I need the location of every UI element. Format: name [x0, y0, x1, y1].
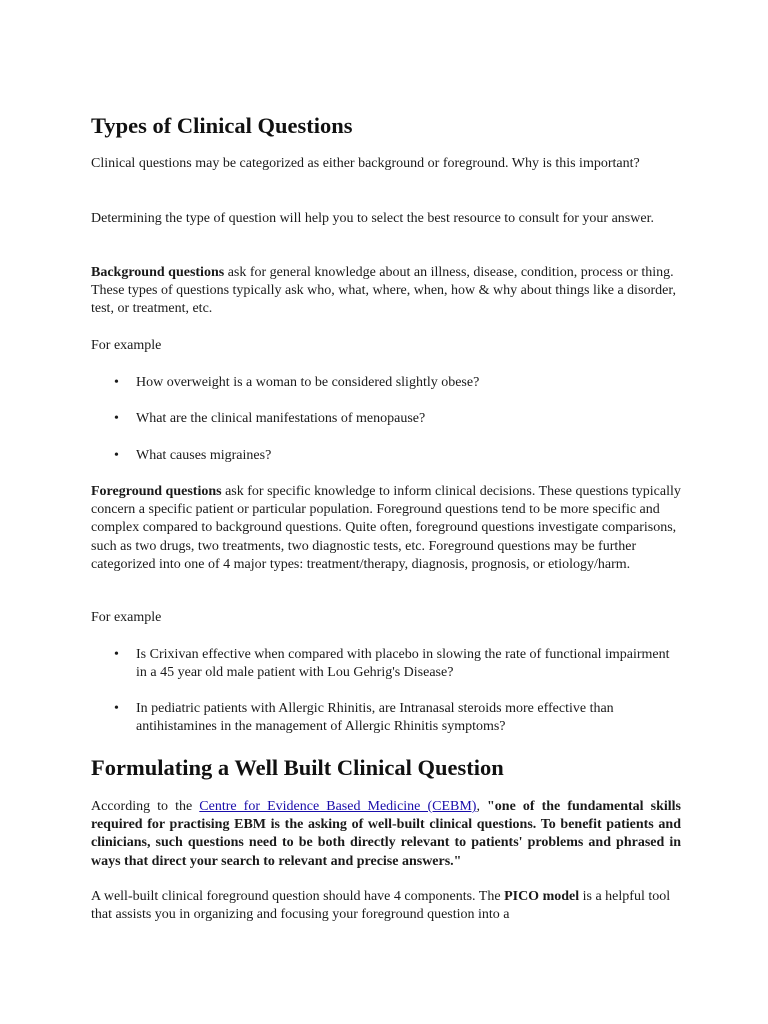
bullet-icon: •	[114, 647, 119, 662]
cebm-paragraph: According to the Centre for Evidence Based Medicine (CEBM), "one of the fundamental skills required for practising EBM is the asking of well-built clinical questions. To benefit patients and clinicians, such questions need to be both directly relevant to patients' problems and phrased in ways that direct your search to relevant and precise answers."	[91, 799, 681, 869]
cebm-quote: "one of the fundamental skills required for practising EBM is the asking of well-built clinical questions. To benefit patients and clinicians, such questions need to be both directly relevant to patients' problems and phrased in ways that direct your search to relevant and precise answers."	[91, 799, 681, 869]
section-heading-types: Types of Clinical Questions	[91, 113, 353, 138]
background-text: ask for general knowledge about an illness, disease, condition, process or thing. These types of questions typically ask who, what, where, when, how & why about things like a disorder, test, or treatment, etc.	[91, 265, 676, 317]
bullet-icon: •	[114, 448, 119, 463]
pico-term: PICO model	[504, 889, 580, 904]
list-item: • What causes migraines?	[136, 447, 681, 465]
list-item: • Is Crixivan effective when compared with placebo in slowing the rate of functional impairment in a 45 year old male patient with Lou Gehrig's Disease?	[114, 647, 670, 681]
determining-paragraph: Determining the type of question will help you to select the best resource to consult for your answer.	[91, 211, 654, 226]
foreground-paragraph	[91, 483, 681, 574]
list-item: • How overweight is a woman to be considered slightly obese?	[136, 374, 681, 392]
foreground-text: ask for specific knowledge to inform clinical decisions. These questions typically concern a specific patient or particular population. Foreground questions tend to be more specific and complex compared to background questions. Quite often, foreground questions investigate comparisons, such as two drugs, two treatments, two diagnostic tests, etc. Foreground questions may be further categorized into one of 4 major types: treatment/therapy, diagnosis, prognosis, or etiology/harm.	[91, 484, 681, 572]
intro-paragraph: Clinical questions may be categorized as either background or foreground. Why is this important?	[91, 156, 640, 171]
list-item: • What are the clinical manifestations of menopause?	[136, 410, 681, 428]
pico-paragraph: A well-built clinical foreground question should have 4 components. The PICO model is a helpful tool that assists you in organizing and focusing your foreground question into a	[91, 889, 671, 923]
section-heading-formulating: Formulating a Well Built Clinical Question	[91, 755, 504, 780]
bullet-icon: •	[114, 375, 119, 390]
background-paragraph	[91, 264, 681, 319]
foreground-term: Foreground questions	[91, 484, 222, 499]
for-example-label: For example	[91, 338, 162, 353]
list-item: • In pediatric patients with Allergic Rhinitis, are Intranasal steroids more effective than antihistamines in the management of Allergic Rhinitis symptoms?	[114, 701, 614, 735]
bullet-icon: •	[114, 701, 119, 716]
bullet-icon: •	[114, 411, 119, 426]
cebm-link[interactable]: Centre for Evidence Based Medicine (CEBM)	[199, 799, 477, 814]
background-term: Background questions	[91, 265, 225, 280]
for-example-label: For example	[91, 610, 162, 625]
